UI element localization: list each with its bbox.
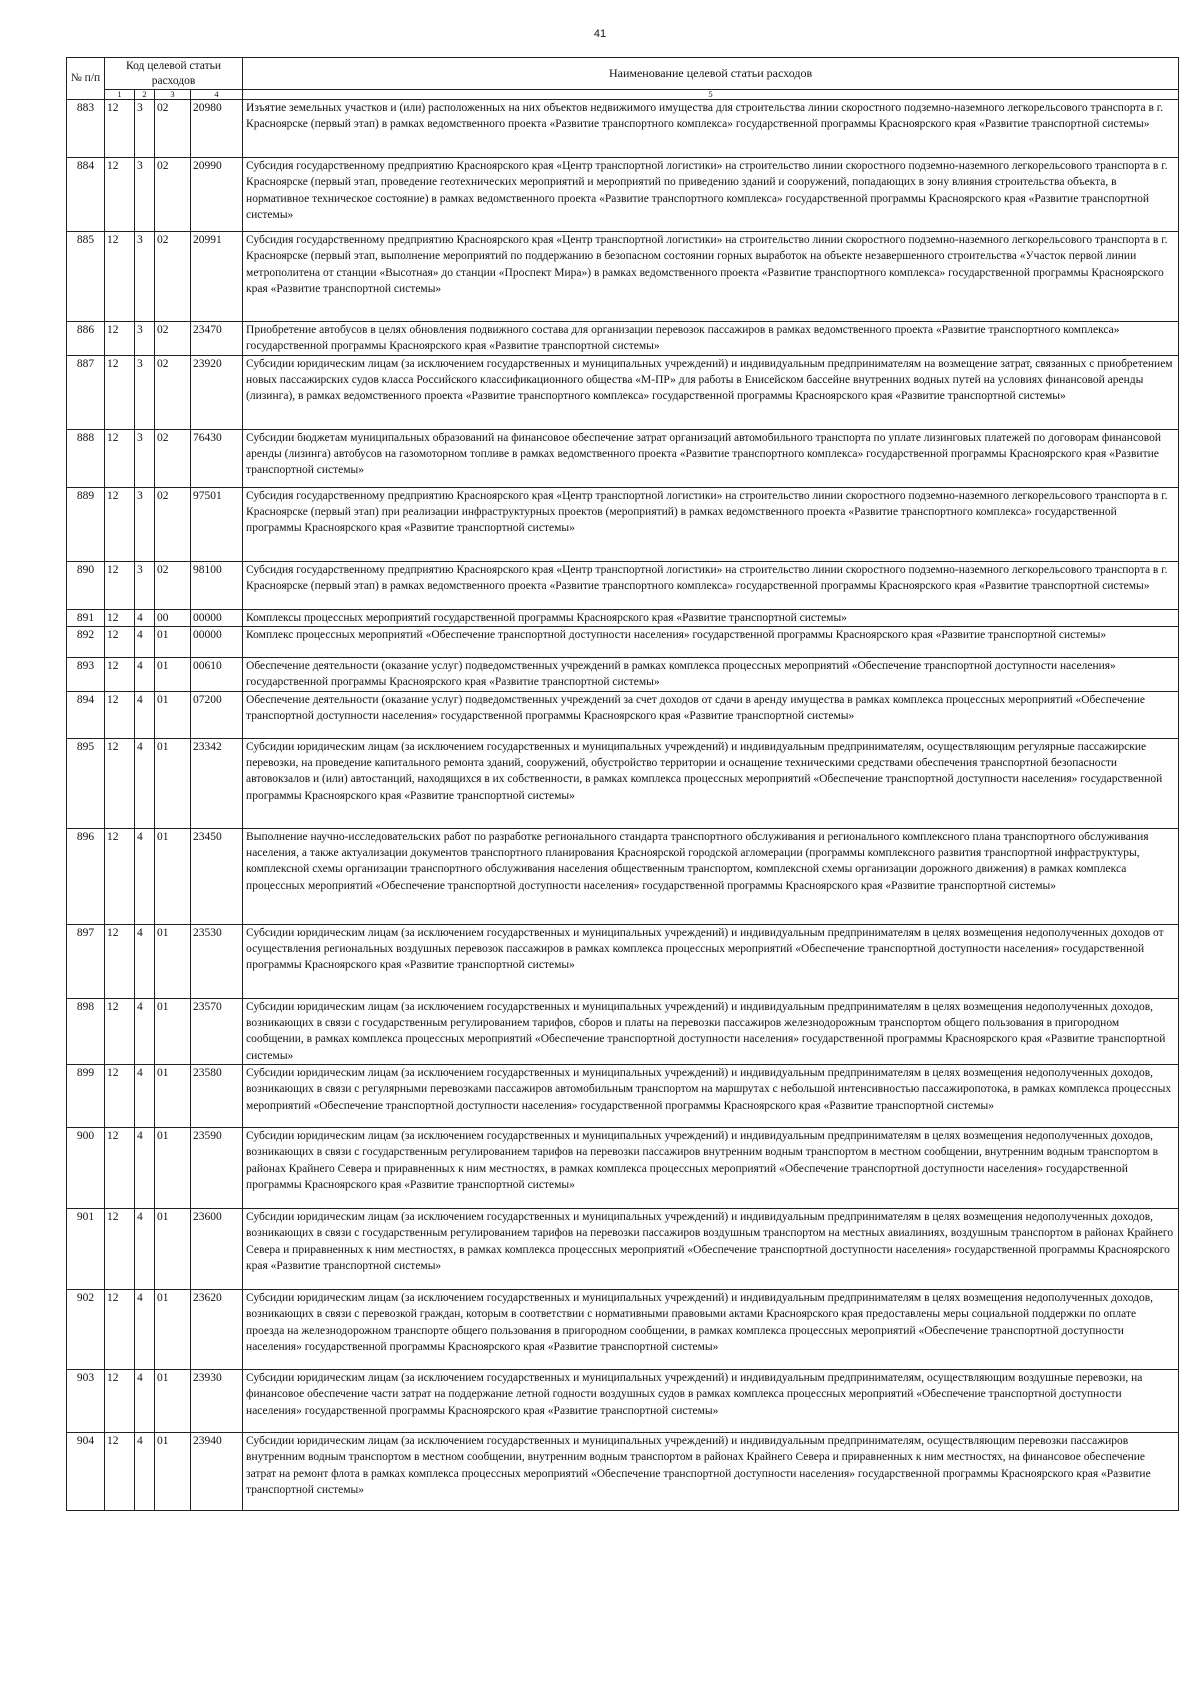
code-part-3: 02 — [155, 232, 191, 322]
code-part-1: 12 — [105, 355, 135, 429]
article-name: Субсидии юридическим лицам (за исключением государственных и муниципальных учреждений) и индивидуальным предпринимателям в целях возмещения недополученных доходов от осуществления региональных воздушных перевозок пассажиров в рамках комплекса процессных мероприятий «Обеспечение транспортной доступности населения» государственной программы Красноярского края «Развитие транспортной системы» — [243, 924, 1179, 998]
code-part-3: 01 — [155, 1432, 191, 1510]
code-part-3: 01 — [155, 998, 191, 1064]
table-row — [67, 1432, 1179, 1510]
row-number: 885 — [67, 232, 105, 322]
table-row — [67, 1289, 1179, 1369]
row-number: 896 — [67, 828, 105, 924]
target-articles-table — [66, 57, 1179, 1511]
code-part-3: 02 — [155, 158, 191, 232]
code-part-3: 01 — [155, 1369, 191, 1432]
header-code: Код целевой статьи расходов — [105, 58, 243, 90]
table-column-index-row — [67, 90, 1179, 100]
code-part-3: 02 — [155, 429, 191, 487]
row-number: 901 — [67, 1208, 105, 1289]
code-part-1: 12 — [105, 691, 135, 738]
code-part-4: 23570 — [191, 998, 243, 1064]
code-part-3: 01 — [155, 1208, 191, 1289]
row-number: 900 — [67, 1127, 105, 1208]
table-row — [67, 1369, 1179, 1432]
page-number: 41 — [593, 28, 607, 40]
code-part-4: 23600 — [191, 1208, 243, 1289]
table-row — [67, 657, 1179, 691]
row-number: 898 — [67, 998, 105, 1064]
article-name: Субсидии юридическим лицам (за исключением государственных и муниципальных учреждений) и индивидуальным предпринимателям, осуществляющим перевозки пассажиров внутренним водным транспортом в местном сообщении, внутренним водным транспортом в районах Крайнего Севера и приравненных к ним местностях, на финансовое обеспечение затрат на ремонт флота в рамках комплекса процессных мероприятий «Обеспечение транспортной доступности населения» государственной программы Красноярского края «Развитие транспортной системы» — [243, 1432, 1179, 1510]
row-number: 903 — [67, 1369, 105, 1432]
column-index: 2 — [135, 90, 155, 100]
article-name: Изъятие земельных участков и (или) расположенных на них объектов недвижимого имущества для строительства линии скоростного подземно-наземного легкорельсового транспорта в г. Красноярске (первый этап) в рамках ведомственного проекта «Развитие транспортного комплекса» государственной программы Красноярского края «Развитие транспортной системы» — [243, 100, 1179, 158]
table-row — [67, 429, 1179, 487]
code-part-4: 23342 — [191, 738, 243, 828]
code-part-4: 23920 — [191, 355, 243, 429]
row-number: 893 — [67, 657, 105, 691]
code-part-3: 01 — [155, 626, 191, 657]
code-part-1: 12 — [105, 626, 135, 657]
row-number: 899 — [67, 1064, 105, 1127]
code-part-4: 07200 — [191, 691, 243, 738]
code-part-4: 00610 — [191, 657, 243, 691]
row-number: 887 — [67, 355, 105, 429]
header-row-number: № п/п — [67, 58, 105, 100]
code-part-2: 4 — [135, 1432, 155, 1510]
code-part-3: 01 — [155, 1289, 191, 1369]
article-name: Субсидия государственному предприятию Красноярского края «Центр транспортной логистики» на строительство линии скоростного подземно-наземного легкорельсового транспорта в г. Красноярске (первый этап, проведение геотехнических мероприятий и мероприятий по приведению зданий и сооружений, попадающих в зону влияния строительства объекта, в нормативное техническое состояние) в рамках ведомственного проекта «Развитие транспортного комплекса» государственной программы Красноярского края «Развитие транспортной системы» — [243, 158, 1179, 232]
code-part-1: 12 — [105, 1064, 135, 1127]
code-part-1: 12 — [105, 232, 135, 322]
row-number: 897 — [67, 924, 105, 998]
code-part-2: 3 — [135, 100, 155, 158]
row-number: 902 — [67, 1289, 105, 1369]
article-name: Обеспечение деятельности (оказание услуг) подведомственных учреждений в рамках комплекса процессных мероприятий «Обеспечение транспортной доступности населения» государственной программы Красноярского края «Развитие транспортной системы» — [243, 657, 1179, 691]
code-part-4: 23530 — [191, 924, 243, 998]
code-part-2: 4 — [135, 1208, 155, 1289]
code-part-3: 01 — [155, 1064, 191, 1127]
code-part-4: 20990 — [191, 158, 243, 232]
article-name: Приобретение автобусов в целях обновления подвижного состава для организации перевозок пассажиров в рамках ведомственного проекта «Развитие транспортного комплекса» государственной программы Красноярского края «Развитие транспортной системы» — [243, 322, 1179, 356]
column-index: 3 — [155, 90, 191, 100]
table-row — [67, 322, 1179, 356]
code-part-1: 12 — [105, 998, 135, 1064]
table-row — [67, 487, 1179, 561]
code-part-1: 12 — [105, 158, 135, 232]
article-name: Субсидия государственному предприятию Красноярского края «Центр транспортной логистики» на строительство линии скоростного подземно-наземного легкорельсового транспорта в г. Красноярске (первый этап, выполнение мероприятий по поддержанию в безопасном состоянии горных выработок на объекте незавершенного строительства «Участок первой линии метрополитена от станции «Высотная» до станции «Проспект Мира») в рамках ведомственного проекта «Развитие транспортного комплекса» государственной программы Красноярского края «Развитие транспортной системы» — [243, 232, 1179, 322]
article-name: Субсидии юридическим лицам (за исключением государственных и муниципальных учреждений) и индивидуальным предпринимателям, осуществляющим регулярные пассажирские перевозки, на проведение капитального ремонта зданий, сооружений, обустройство территории и оснащение техническими средствами обеспечения транспортной безопасности автовокзалов и (или) автостанций, находящихся в их собственности, в рамках комплекса процессных мероприятий «Обеспечение транспортной доступности населения» государственной программы Красноярского края «Развитие транспортной системы» — [243, 738, 1179, 828]
article-name: Субсидии юридическим лицам (за исключением государственных и муниципальных учреждений) и индивидуальным предпринимателям в целях возмещения недополученных доходов, возникающих в связи с государственным регулированием тарифов на перевозки пассажиров внутренним водным транспортом в местном сообщении, внутренним водным транспортом в районах Крайнего Севера и приравненных к ним местностях, в рамках комплекса процессных мероприятий «Обеспечение транспортной доступности населения» государственной программы Красноярского края «Развитие транспортной системы» — [243, 1127, 1179, 1208]
code-part-3: 01 — [155, 691, 191, 738]
code-part-2: 3 — [135, 158, 155, 232]
table-row — [67, 626, 1179, 657]
row-number: 888 — [67, 429, 105, 487]
code-part-4: 00000 — [191, 626, 243, 657]
code-part-3: 02 — [155, 355, 191, 429]
code-part-1: 12 — [105, 1208, 135, 1289]
row-number: 904 — [67, 1432, 105, 1510]
code-part-2: 4 — [135, 998, 155, 1064]
table-body — [67, 100, 1179, 1511]
article-name: Субсидии юридическим лицам (за исключением государственных и муниципальных учреждений) и индивидуальным предпринимателям в целях возмещения недополученных доходов, возникающих в связи с государственным регулированием тарифов на перевозки пассажиров воздушным транспортом на местных авиалиниях, воздушным транспортом в районах Крайнего Севера и приравненных к ним местностях, в рамках комплекса процессных мероприятий «Обеспечение транспортной доступности населения» государственной программы Красноярского края «Развитие транспортной системы» — [243, 1208, 1179, 1289]
article-name: Комплекс процессных мероприятий «Обеспечение транспортной доступности населения» государственной программы Красноярского края «Развитие транспортной системы» — [243, 626, 1179, 657]
code-part-4: 23450 — [191, 828, 243, 924]
code-part-2: 3 — [135, 355, 155, 429]
code-part-1: 12 — [105, 487, 135, 561]
code-part-4: 20991 — [191, 232, 243, 322]
row-number: 890 — [67, 561, 105, 609]
code-part-2: 4 — [135, 924, 155, 998]
table-row — [67, 924, 1179, 998]
code-part-2: 4 — [135, 828, 155, 924]
code-part-2: 4 — [135, 626, 155, 657]
table-header-row — [67, 58, 1179, 90]
code-part-4: 20980 — [191, 100, 243, 158]
table-row — [67, 355, 1179, 429]
table-row — [67, 738, 1179, 828]
row-number: 894 — [67, 691, 105, 738]
code-part-4: 97501 — [191, 487, 243, 561]
code-part-3: 01 — [155, 924, 191, 998]
code-part-3: 01 — [155, 657, 191, 691]
row-number: 895 — [67, 738, 105, 828]
code-part-4: 76430 — [191, 429, 243, 487]
row-number: 889 — [67, 487, 105, 561]
code-part-3: 02 — [155, 561, 191, 609]
code-part-1: 12 — [105, 1289, 135, 1369]
article-name: Субсидии юридическим лицам (за исключением государственных и муниципальных учреждений) и индивидуальным предпринимателям в целях возмещения недополученных доходов, возникающих в связи с перевозкой граждан, которым в соответствии с нормативными правовыми актами Красноярского края предоставлены меры социальной поддержки по оплате проезда на железнодорожном транспорте общего пользования в пригородном сообщении, в рамках комплекса процессных мероприятий «Обеспечение транспортной доступности населения» государственной программы Красноярского края «Развитие транспортной системы» — [243, 1289, 1179, 1369]
article-name: Субсидии юридическим лицам (за исключением государственных и муниципальных учреждений) и индивидуальным предпринимателям, осуществляющим воздушные перевозки, на финансовое обеспечение части затрат на поддержание летной годности воздушных судов в рамках комплекса процессных мероприятий «Обеспечение транспортной доступности населения» государственной программы Красноярского края «Развитие транспортной системы» — [243, 1369, 1179, 1432]
code-part-3: 01 — [155, 828, 191, 924]
column-index: 5 — [243, 90, 1179, 100]
table-row — [67, 1208, 1179, 1289]
column-index: 1 — [105, 90, 135, 100]
table-row — [67, 1127, 1179, 1208]
code-part-2: 4 — [135, 691, 155, 738]
article-name: Субсидии бюджетам муниципальных образований на финансовое обеспечение затрат организаций автомобильного транспорта по уплате лизинговых платежей по договорам финансовой аренды (лизинга) автобусов на газомоторном топливе в рамках ведомственного проекта «Развитие транспортного комплекса» государственной программы Красноярского края «Развитие транспортной системы» — [243, 429, 1179, 487]
code-part-2: 4 — [135, 738, 155, 828]
code-part-2: 3 — [135, 487, 155, 561]
code-part-2: 4 — [135, 1369, 155, 1432]
table-row — [67, 691, 1179, 738]
code-part-3: 02 — [155, 487, 191, 561]
code-part-4: 23930 — [191, 1369, 243, 1432]
code-part-1: 12 — [105, 1127, 135, 1208]
code-part-1: 12 — [105, 738, 135, 828]
code-part-1: 12 — [105, 924, 135, 998]
header-name: Наименование целевой статьи расходов — [243, 58, 1179, 90]
article-name: Субсидия государственному предприятию Красноярского края «Центр транспортной логистики» на строительство линии скоростного подземно-наземного легкорельсового транспорта в г. Красноярске (первый этап) в рамках ведомственного проекта «Развитие транспортного комплекса» государственной программы Красноярского края «Развитие транспортной системы» — [243, 561, 1179, 609]
table-row — [67, 1064, 1179, 1127]
code-part-4: 23580 — [191, 1064, 243, 1127]
code-part-2: 3 — [135, 322, 155, 356]
article-name: Комплексы процессных мероприятий государственной программы Красноярского края «Развитие транспортной системы» — [243, 609, 1179, 626]
article-name: Субсидия государственному предприятию Красноярского края «Центр транспортной логистики» на строительство линии скоростного подземно-наземного легкорельсового транспорта в г. Красноярске (первый этап) при реализации инфраструктурных проектов (мероприятий) в рамках ведомственного проекта «Развитие транспортного комплекса» государственной программы Красноярского края «Развитие транспортной системы» — [243, 487, 1179, 561]
code-part-2: 4 — [135, 1064, 155, 1127]
code-part-1: 12 — [105, 657, 135, 691]
table-row — [67, 609, 1179, 626]
code-part-1: 12 — [105, 100, 135, 158]
code-part-1: 12 — [105, 1432, 135, 1510]
code-part-2: 4 — [135, 657, 155, 691]
code-part-1: 12 — [105, 828, 135, 924]
code-part-3: 01 — [155, 1127, 191, 1208]
table-row — [67, 828, 1179, 924]
code-part-2: 3 — [135, 429, 155, 487]
row-number: 884 — [67, 158, 105, 232]
code-part-2: 3 — [135, 561, 155, 609]
row-number: 886 — [67, 322, 105, 356]
article-name: Обеспечение деятельности (оказание услуг) подведомственных учреждений за счет доходов от сдачи в аренду имущества в рамках комплекса процессных мероприятий «Обеспечение транспортной доступности населения» государственной программы Красноярского края «Развитие транспортной системы» — [243, 691, 1179, 738]
code-part-1: 12 — [105, 561, 135, 609]
code-part-3: 01 — [155, 738, 191, 828]
code-part-1: 12 — [105, 609, 135, 626]
code-part-4: 23620 — [191, 1289, 243, 1369]
code-part-4: 98100 — [191, 561, 243, 609]
article-name: Субсидии юридическим лицам (за исключением государственных и муниципальных учреждений) и индивидуальным предпринимателям на возмещение затрат, связанных с приобретением новых пассажирских судов класса Российского классификационного общества «М-ПР» для работы в Енисейском бассейне внутренних водных путей на условиях финансовой аренды (лизинга), в рамках ведомственного проекта «Развитие транспортного комплекса» государственной программы Красноярского края «Развитие транспортной системы» — [243, 355, 1179, 429]
code-part-4: 23590 — [191, 1127, 243, 1208]
code-part-2: 4 — [135, 1289, 155, 1369]
table-row — [67, 232, 1179, 322]
code-part-3: 02 — [155, 322, 191, 356]
row-number: 883 — [67, 100, 105, 158]
table-row — [67, 998, 1179, 1064]
row-number: 891 — [67, 609, 105, 626]
table-row — [67, 158, 1179, 232]
article-name: Субсидии юридическим лицам (за исключением государственных и муниципальных учреждений) и индивидуальным предпринимателям в целях возмещения недополученных доходов, возникающих в связи с государственным регулированием тарифов, сборов и платы на перевозки пассажиров железнодорожным транспортом общего пользования в пригородном сообщении, в рамках комплекса процессных мероприятий «Обеспечение транспортной доступности населения» государственной программы Красноярского края «Развитие транспортной системы» — [243, 998, 1179, 1064]
code-part-4: 00000 — [191, 609, 243, 626]
article-name: Субсидии юридическим лицам (за исключением государственных и муниципальных учреждений) и индивидуальным предпринимателям в целях возмещения недополученных доходов, возникающих в связи с регулярными перевозками пассажиров автомобильным транспортом на маршрутах с небольшой интенсивностью пассажиропотока, в рамках комплекса процессных мероприятий «Обеспечение транспортной доступности населения» государственной программы Красноярского края «Развитие транспортной системы» — [243, 1064, 1179, 1127]
code-part-2: 4 — [135, 1127, 155, 1208]
code-part-3: 00 — [155, 609, 191, 626]
code-part-1: 12 — [105, 429, 135, 487]
row-number: 892 — [67, 626, 105, 657]
article-name: Выполнение научно-исследовательских работ по разработке регионального стандарта транспортного обслуживания и регионального комплексного плана транспортного обслуживания населения, а также актуализации документов транспортного планирования Красноярской городской агломерации (программы комплексного развития транспортной инфраструктуры, комплексной схемы организации транспортного обслуживания населения общественным транспортом, комплексной схемы организации дорожного движения) в рамках комплекса процессных мероприятий «Обеспечение транспортной доступности населения» государственной программы Красноярского края «Развитие транспортной системы» — [243, 828, 1179, 924]
code-part-4: 23470 — [191, 322, 243, 356]
code-part-1: 12 — [105, 322, 135, 356]
code-part-1: 12 — [105, 1369, 135, 1432]
column-index: 4 — [191, 90, 243, 100]
code-part-3: 02 — [155, 100, 191, 158]
code-part-4: 23940 — [191, 1432, 243, 1510]
table-row — [67, 100, 1179, 158]
code-part-2: 3 — [135, 232, 155, 322]
code-part-2: 4 — [135, 609, 155, 626]
table-row — [67, 561, 1179, 609]
